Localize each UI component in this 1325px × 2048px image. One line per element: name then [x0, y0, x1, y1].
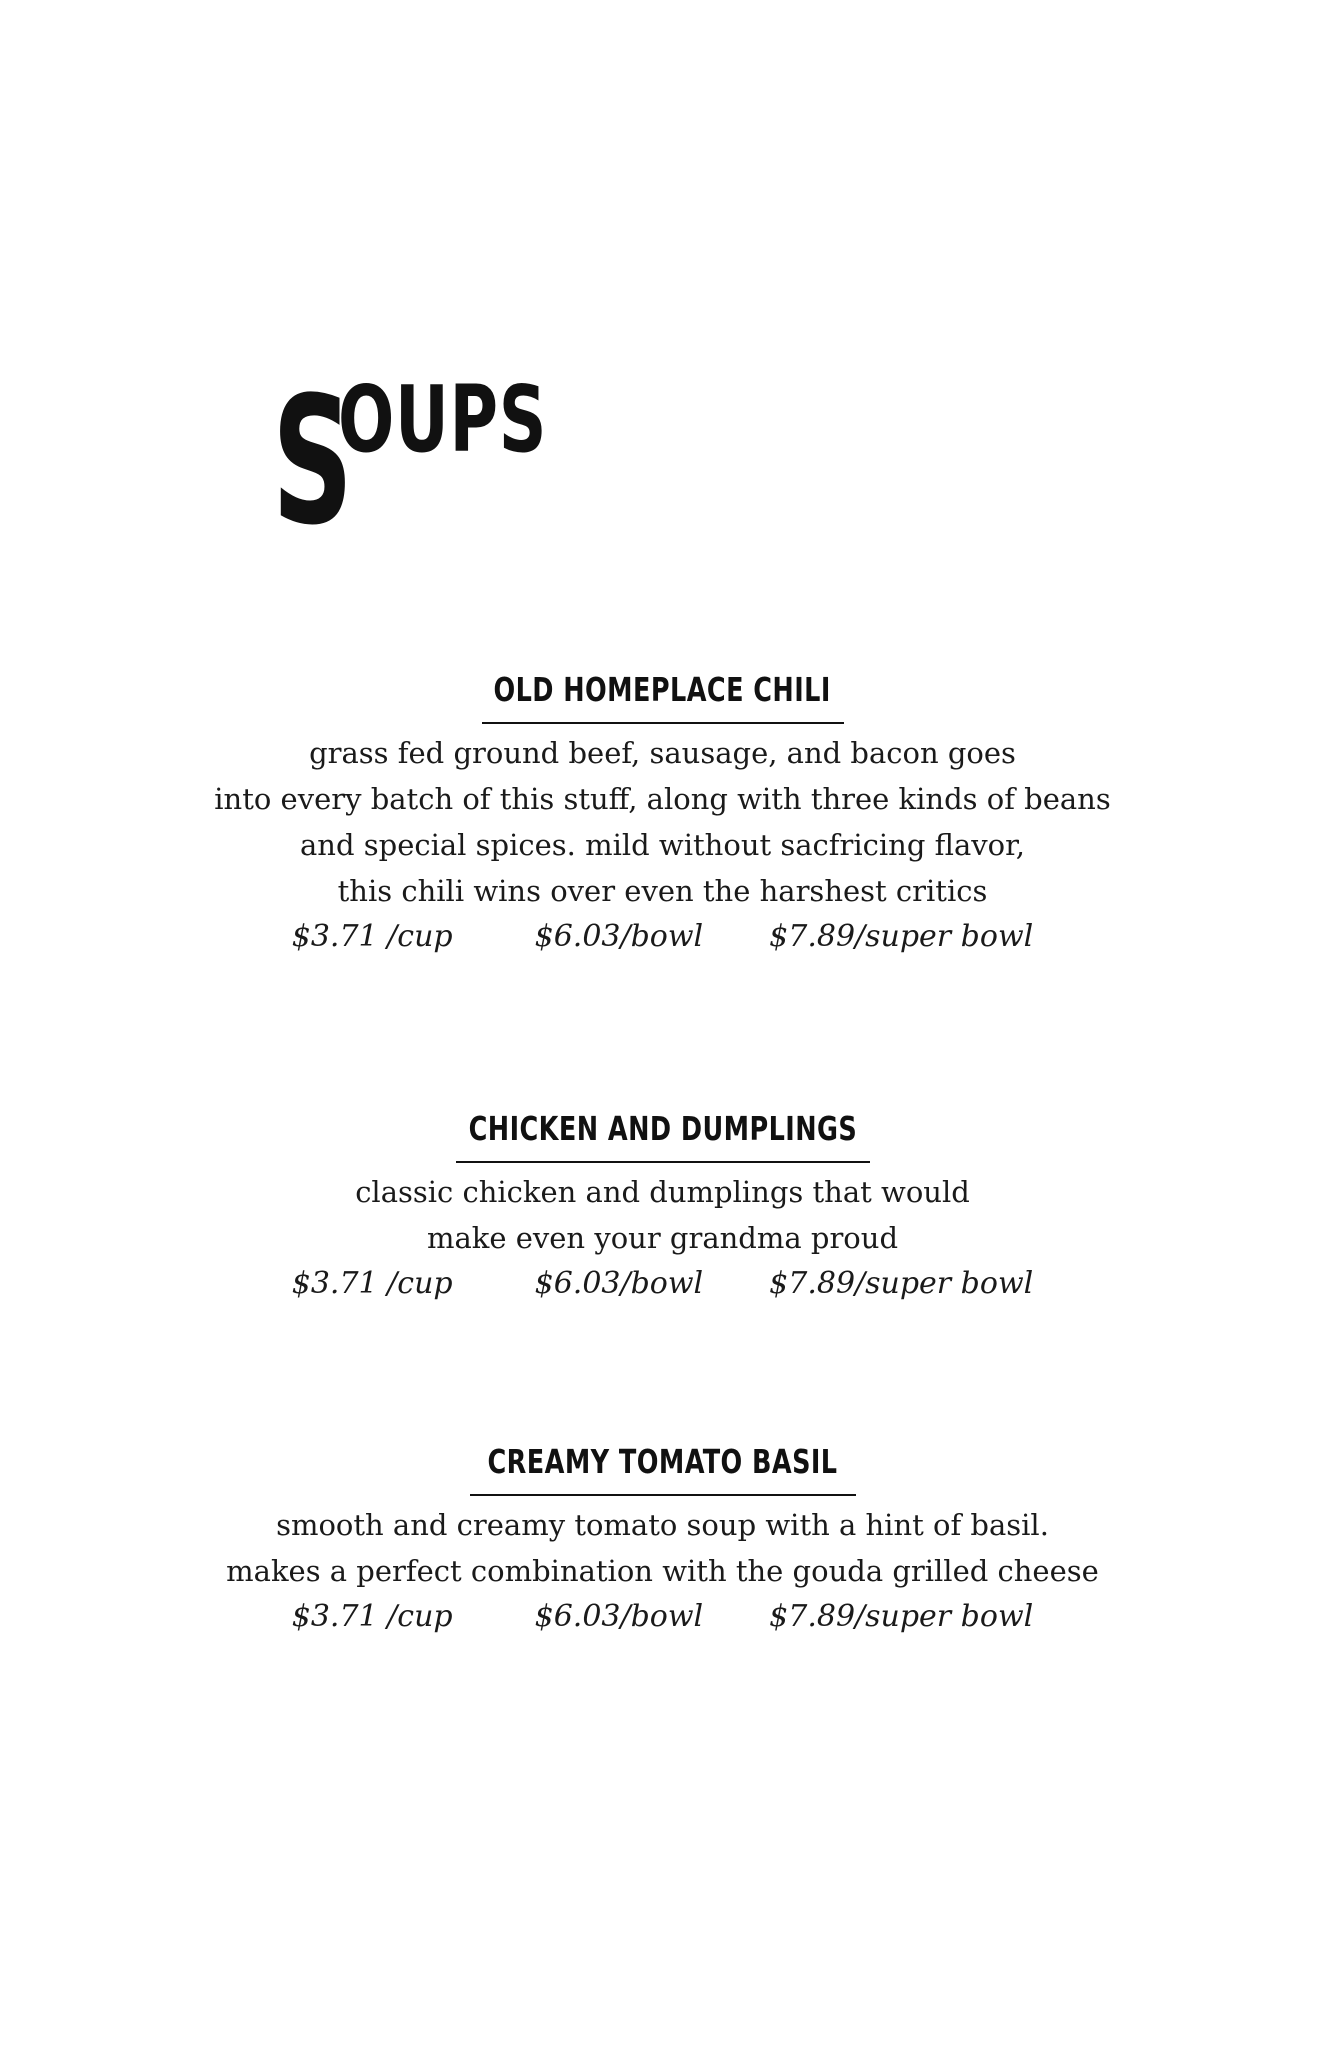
item-divider — [470, 1494, 856, 1496]
description-line: and special spices. mild without sacfricing flavor, — [300, 828, 1025, 862]
price-super-bowl: $7.89/super bowl — [769, 919, 1034, 954]
page-title-rest: OUPS — [338, 366, 548, 473]
price-bowl: $6.03/bowl — [534, 1266, 704, 1301]
menu-item-old-homeplace-chili — [0, 670, 1325, 960]
price-cup: $3.71 /cup — [291, 1599, 453, 1634]
item-description — [0, 1169, 1325, 1261]
page-title-initial: S — [272, 359, 354, 564]
item-divider — [482, 722, 844, 724]
price-cup: $3.71 /cup — [291, 1266, 453, 1301]
description-line: this chili wins over even the harshest critics — [337, 874, 988, 908]
price-super-bowl: $7.89/super bowl — [769, 1599, 1034, 1634]
item-divider — [456, 1161, 870, 1163]
description-line: make even your grandma proud — [426, 1221, 899, 1255]
description-line: makes a perfect combination with the gouda grilled cheese — [226, 1554, 1099, 1588]
menu-item-chicken-and-dumplings — [0, 1109, 1325, 1307]
item-description — [0, 1502, 1325, 1594]
description-line: smooth and creamy tomato soup with a hint of basil. — [276, 1508, 1049, 1542]
price-bowl: $6.03/bowl — [534, 919, 704, 954]
price-row — [0, 1261, 1325, 1307]
menu-item-creamy-tomato-basil — [0, 1442, 1325, 1640]
item-name: CREAMY TOMATO BASIL — [487, 1442, 838, 1481]
price-bowl: $6.03/bowl — [534, 1599, 704, 1634]
price-row — [0, 1594, 1325, 1640]
price-cup: $3.71 /cup — [291, 919, 453, 954]
price-super-bowl: $7.89/super bowl — [769, 1266, 1034, 1301]
description-line: into every batch of this stuff, along with three kinds of beans — [214, 782, 1111, 816]
item-name: OLD HOMEPLACE CHILI — [493, 670, 832, 709]
description-line: grass fed ground beef, sausage, and bacon goes — [309, 736, 1016, 770]
page-title — [272, 359, 629, 564]
price-row — [0, 914, 1325, 960]
item-description — [0, 730, 1325, 914]
description-line: classic chicken and dumplings that would — [355, 1175, 970, 1209]
item-name: CHICKEN AND DUMPLINGS — [468, 1109, 857, 1148]
